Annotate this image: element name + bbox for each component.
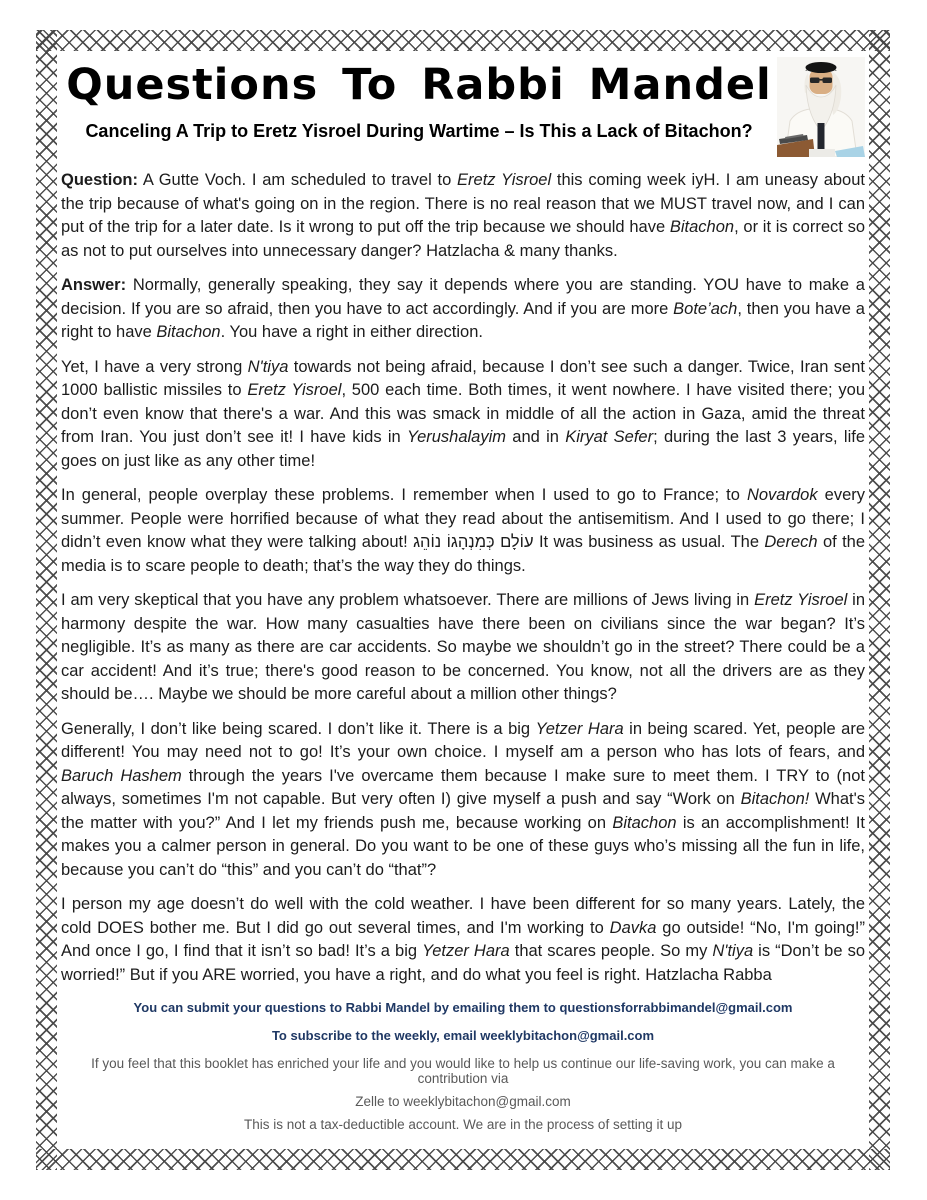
article-paragraph: I am very skeptical that you have any problem whatsoever. There are millions of Jews living in Eretz Yisroel in harmony despite the war. How many casualties have there been on civilians since the war began? It’s negligible. It’s as many as there are car accidents. So maybe we shouldn’t go in the street? There could be a car accident! And it’s true; there's good reason to be concerned. You know, not all the drivers are as they should be…. Maybe we should be more careful about a million other things? <box>61 591 865 703</box>
rabbi-photo <box>777 57 865 157</box>
decorative-border-bottom <box>36 1149 890 1170</box>
article-paragraph: Question: A Gutte Voch. I am scheduled to travel to Eretz Yisroel this coming week iyH. I am uneasy about the trip because of what's going on in the region. There is no real reason that we MUST travel now, and I can put of the trip for a later date. Is it wrong to put off the trip because we should have Bitachon, or it is correct so as not to put ourselves into unnecessary danger? Hatzlacha & many thanks. <box>61 171 865 260</box>
article-paragraph: Answer: Normally, generally speaking, they say it depends where you are standing. YOU have to make a decision. If you are so afraid, then you have to act accordingly. And if you are more Bote’ach, then you have a right to have Bitachon. You have a right in either direction. <box>61 276 865 341</box>
page-content <box>57 51 869 1149</box>
article-paragraph: I person my age doesn’t do well with the cold weather. I have been different for so many years. Lately, the cold DOES bother me. But I did go out several times, and I'm working to Davka go outside! “No, I'm going!” And once I go, I find that it isn’t so bad! It’s a big Yetzer Hara that scares people. So my N'tiya is “Don’t be so worried!” But if you ARE worried, you have a right, and do what you feel is right. Hatzlacha Rabba <box>61 895 866 984</box>
page-title: Questions To Rabbi Mandel <box>66 60 772 110</box>
page-footer <box>61 1000 865 1132</box>
decorative-border-right <box>869 30 890 1170</box>
decorative-border-top <box>36 30 890 51</box>
page-subtitle: Canceling A Trip to Eretz Yisroel During Wartime – Is This a Lack of Bitachon? <box>85 121 753 142</box>
article-body <box>61 169 865 987</box>
footer-subscribe-line: To subscribe to the weekly, email weeklybitachon@gmail.com <box>271 1028 655 1043</box>
footer-disclaimer-line: This is not a tax-deductible account. We are in the process of setting it up <box>244 1117 682 1132</box>
header-title-column <box>61 55 777 142</box>
page-header <box>61 55 865 157</box>
document-page <box>36 30 890 1170</box>
footer-zelle-line: Zelle to weeklybitachon@gmail.com <box>355 1094 571 1109</box>
decorative-border-left <box>36 30 57 1170</box>
footer-submit-line: You can submit your questions to Rabbi Mandel by emailing them to questionsforrabbimandel@gmail.com <box>133 1000 793 1015</box>
hebrew-phrase: עוֹלָם כְּמִנְהָגוֹ נוֹהֵג <box>413 533 534 551</box>
footer-contribution-line: If you feel that this booklet has enriched your life and you would like to help us continue our life-saving work, you can make a contribution via <box>91 1056 835 1086</box>
article-paragraph: Yet, I have a very strong N'tiya towards not being afraid, because I don’t see such a danger. Twice, Iran sent 1000 ballistic missiles to Eretz Yisroel, 500 each time. Both times, it went nowhere. I have visited there; you don’t even know that there's a war. And this was smack in middle of all the action in Gaza, amid the threat from Iran. You just don’t see it! I have kids in Yerushalayim and in Kiryat Sefer; during the last 3 years, life goes on just like as any other time! <box>61 357 865 470</box>
article-paragraph: In general, people overplay these problems. I remember when I used to go to France; to Novardok every summer. People were horrified because of what they read about the antisemitism. And I used to go there; I didn’t even know what they were talking about! עוֹלָם כְּמִנְהָגוֹ נוֹהֵג It was business as usual. The Derech of the media is to scare people to death; that’s the way they do things. <box>61 486 866 575</box>
article-paragraph: Generally, I don’t like being scared. I don’t like it. There is a big Yetzer Hara in being scared. Yet, people are different! You may need not to go! It’s your own choice. I myself am a person who has lots of fears, and Baruch Hashem through the years I've overcame them because I make sure to meet them. I TRY to (not always, sometimes I'm not capable. But very often I) give myself a push and say “Work on Bitachon! What's the matter with you?” And I let my friends push me, because working on Bitachon is an accomplishment! It makes you a calmer person in general. Do you want to be one of these guys who’s missing all the fun in life, because you can’t do “this” and you can’t do “that”? <box>61 719 865 879</box>
